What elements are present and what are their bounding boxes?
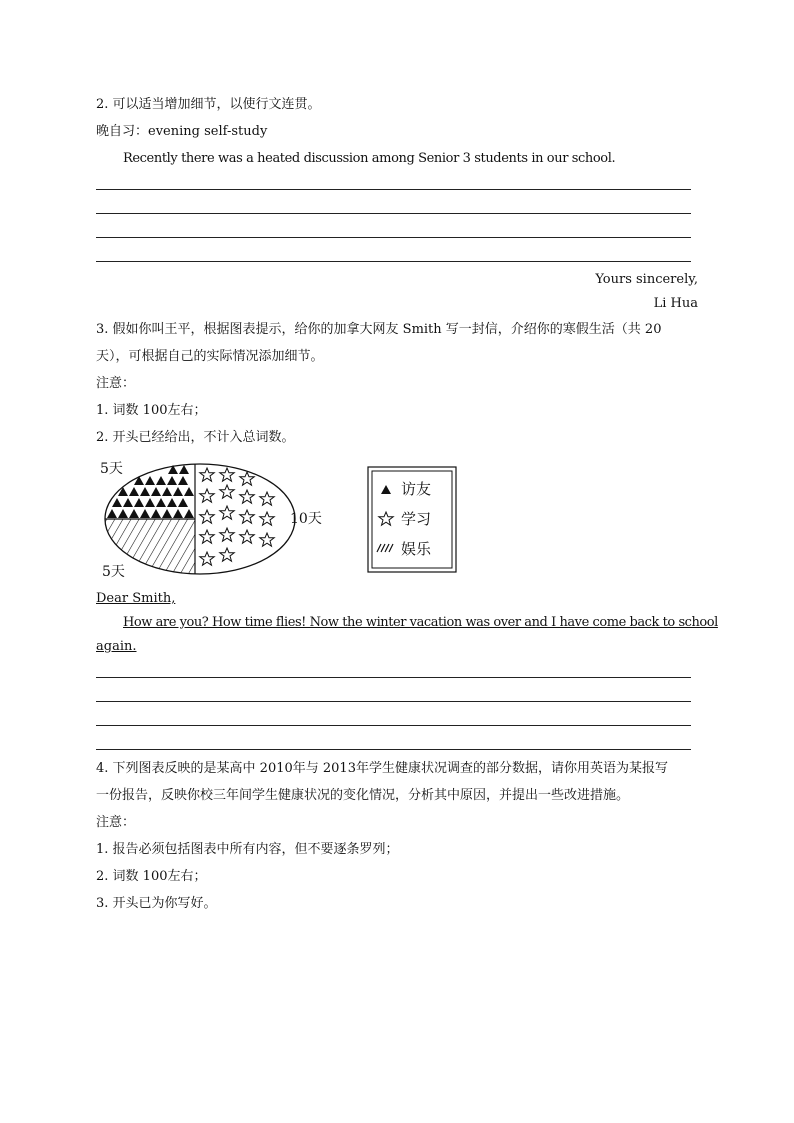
q2-signature: Li Hua [653, 296, 698, 311]
q4-note-3: 3. 开头已为你写好。 [96, 896, 217, 911]
writing-line [96, 261, 691, 262]
q4-note-1: 1. 报告必须包括图表中所有内容，但不要逐条罗列； [96, 842, 399, 857]
legend-fun: 娱乐 [401, 540, 432, 558]
winter-vacation-diagram [95, 455, 465, 585]
writing-line [96, 237, 691, 238]
q3-greeting: Dear Smith, [96, 591, 176, 606]
legend-friends: 访友 [401, 480, 432, 498]
q4-prompt-line-1: 4. 下列图表反映的是某高中 2010年与 2013年学生健康状况调查的部分数据，请你用英语为某报写 [96, 761, 668, 776]
writing-line [96, 189, 691, 190]
label-friends-days: 5天 [100, 461, 123, 477]
q2-opening-sentence: Recently there was a heated discussion among Senior 3 students in our school. [123, 151, 616, 166]
writing-line [96, 213, 691, 214]
q2-closing: Yours sincerely, [595, 272, 698, 287]
q3-prompt-line-1: 3. 假如你叫王平，根据图表提示，给你的加拿大网友 Smith 写一封信，介绍你的寒假生活（共 20 [96, 322, 662, 337]
writing-line [96, 677, 691, 678]
writing-line [96, 725, 691, 726]
legend-study: 学习 [401, 510, 432, 528]
q3-opening-line-1: How are you? How time flies! Now the winter vacation was over and I have come back to school [123, 615, 718, 630]
q3-note-1: 1. 词数 100左右； [96, 403, 207, 418]
q3-prompt-line-2: 天），可根据自己的实际情况添加细节。 [96, 349, 324, 364]
writing-line [96, 701, 691, 702]
label-fun-days: 5天 [102, 564, 125, 580]
q2-instruction-2: 2. 可以适当增加细节，以使行文连贯。 [96, 97, 321, 112]
q3-note-title: 注意： [96, 376, 136, 391]
q4-note-title: 注意： [96, 815, 136, 830]
q3-note-2: 2. 开头已经给出，不计入总词数。 [96, 430, 295, 445]
label-study-days: 10天 [290, 511, 322, 527]
q2-vocab-hint: 晚自习：evening self-study [96, 124, 268, 139]
legend-box [368, 467, 456, 572]
q4-prompt-line-2: 一份报告，反映你校三年间学生健康状况的变化情况，分析其中原因，并提出一些改进措施。 [96, 788, 630, 803]
writing-line [96, 749, 691, 750]
q4-note-2: 2. 词数 100左右； [96, 869, 207, 884]
q3-opening-line-2: again. [96, 639, 137, 654]
study-region [200, 468, 274, 565]
